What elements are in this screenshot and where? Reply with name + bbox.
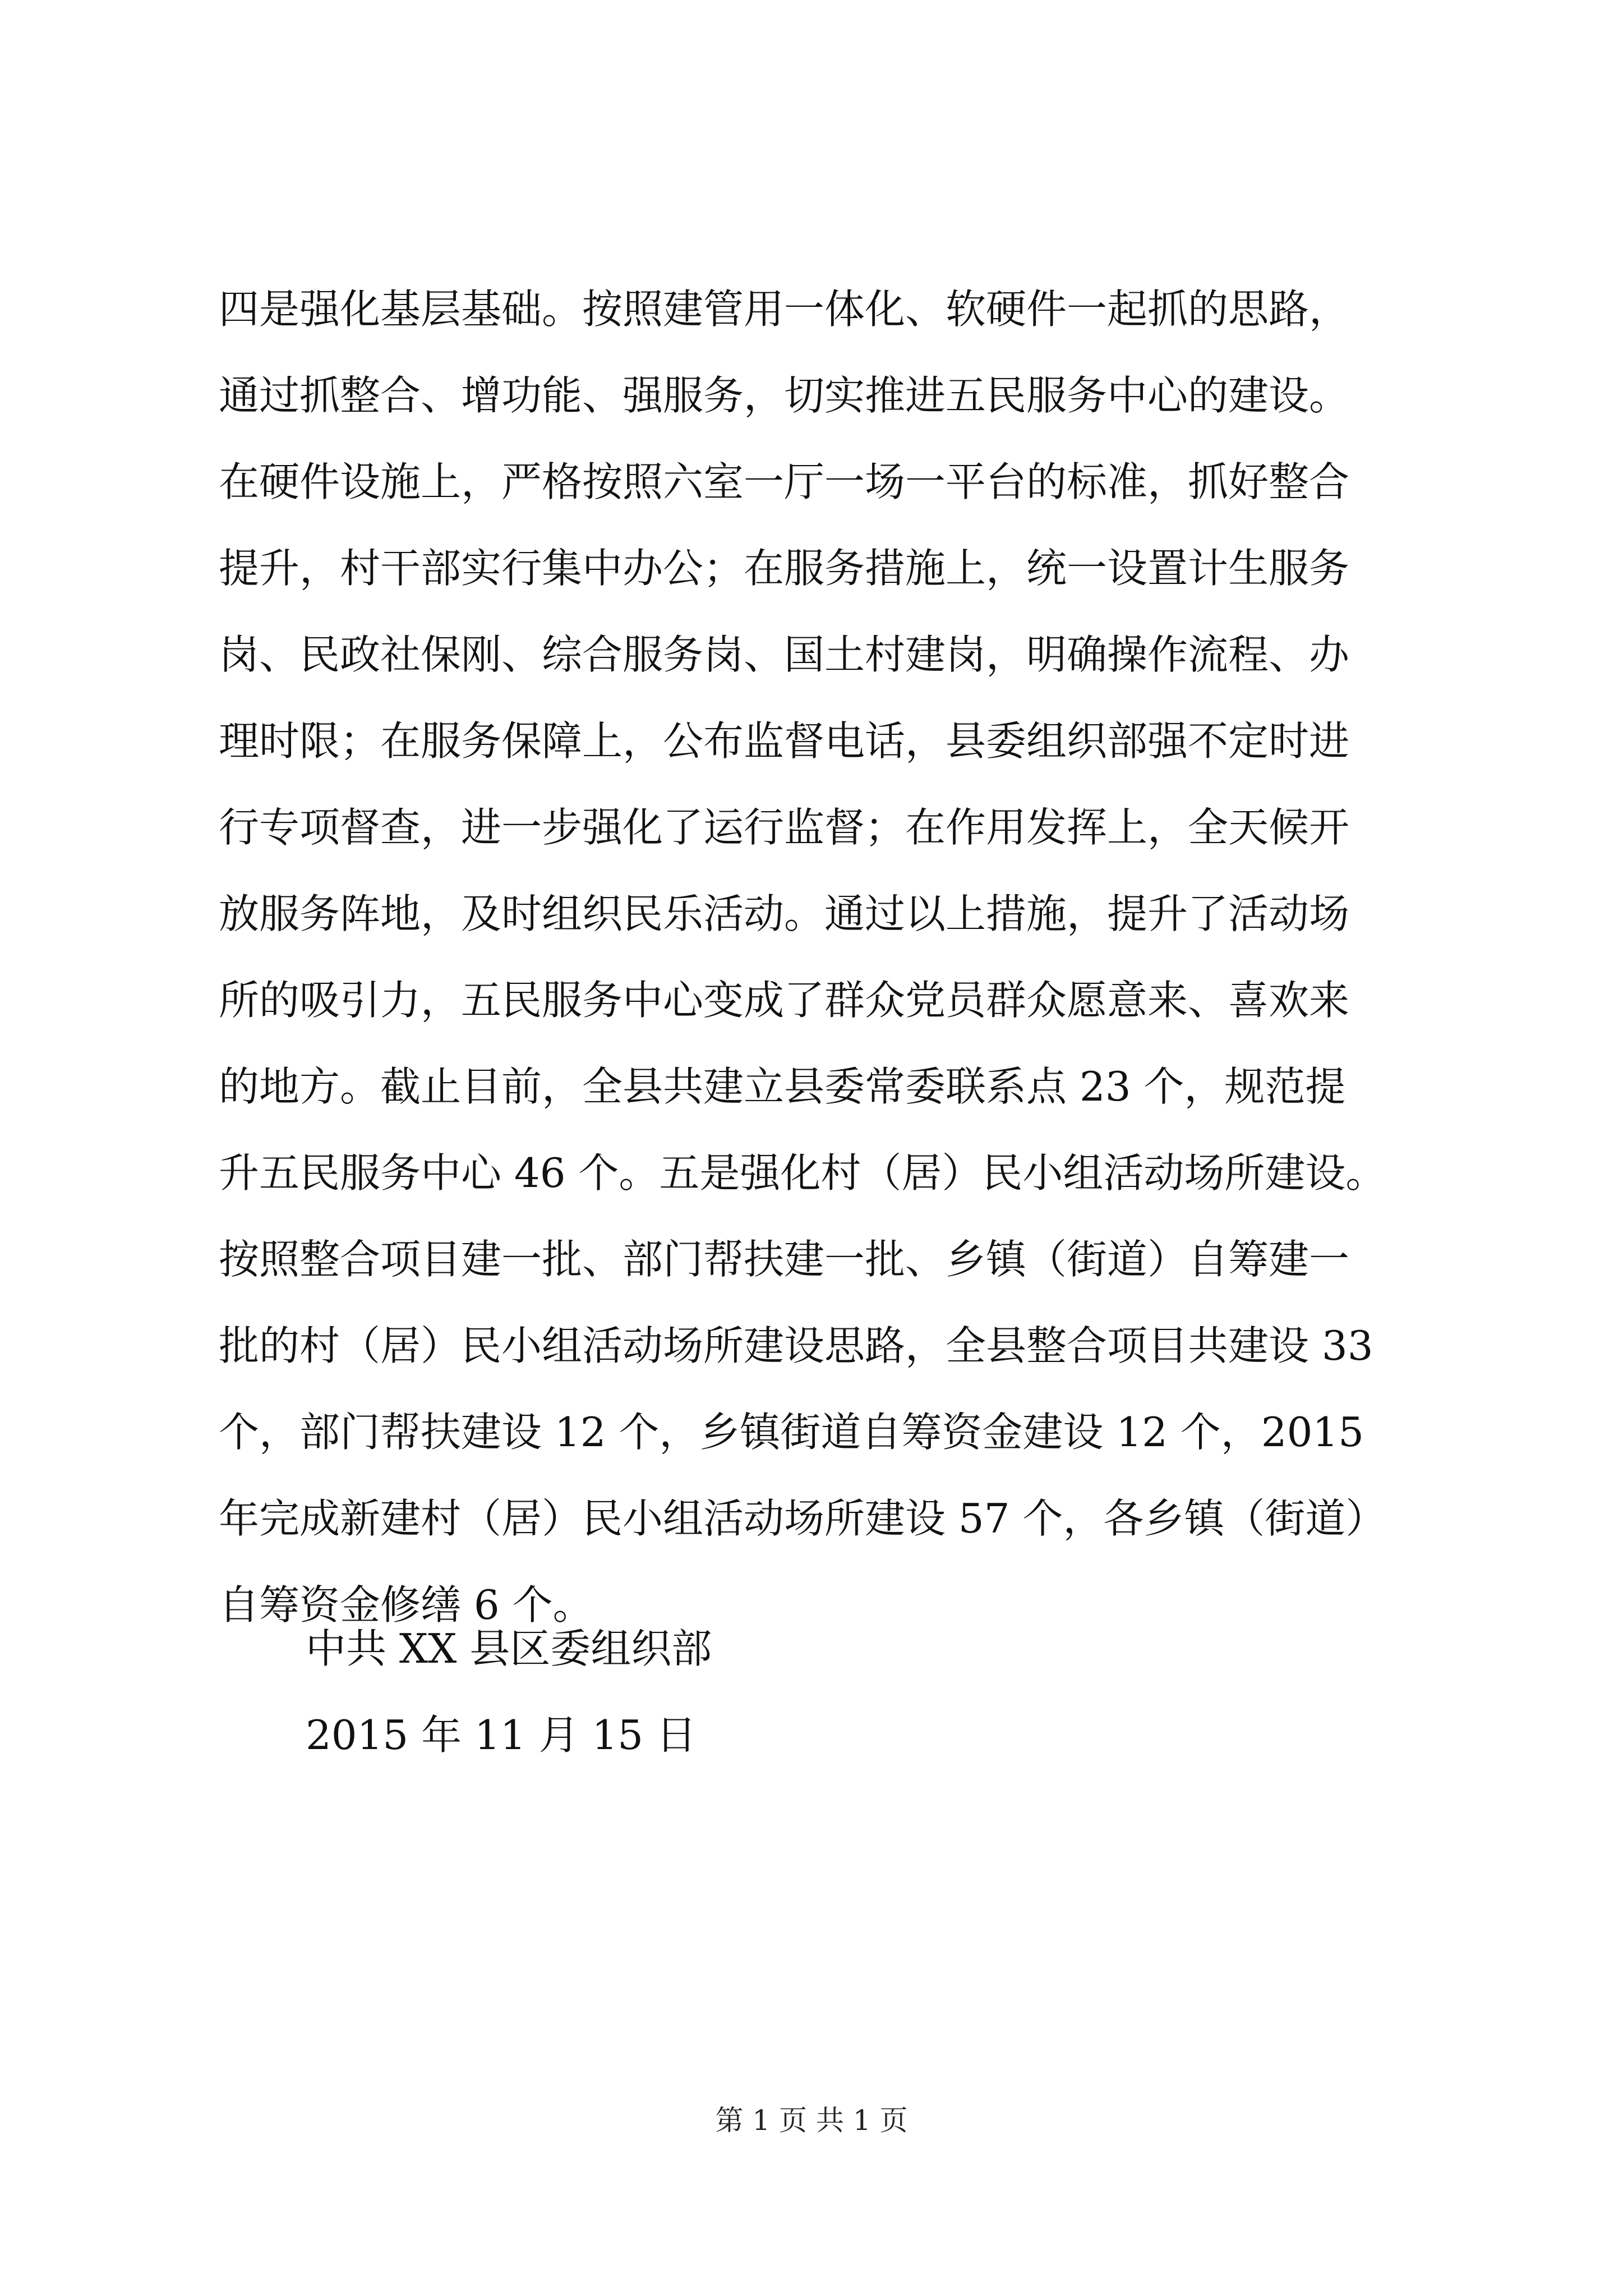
body-line: 放服务阵地，及时组织民乐活动。通过以上措施，提升了活动场 bbox=[219, 890, 1350, 937]
body-line: 批的村（居）民小组活动场所建设思路，全县整合项目共建设 33 bbox=[219, 1322, 1373, 1369]
body-line: 理时限；在服务保障上，公布监督电话，县委组织部强不定时进 bbox=[219, 717, 1350, 765]
signature-organization: 中共 XX 县区委组织部 bbox=[306, 1625, 712, 1672]
body-line: 四是强化基层基础。按照建管用一体化、软硬件一起抓的思路， bbox=[219, 286, 1350, 333]
body-line: 提升，村干部实行集中办公；在服务措施上，统一设置计生服务 bbox=[219, 545, 1350, 592]
body-line: 升五民服务中心 46 个。五是强化村（居）民小组活动场所建设。 bbox=[219, 1149, 1386, 1197]
body-line: 行专项督查，进一步强化了运行监督；在作用发挥上，全天候开 bbox=[219, 804, 1350, 851]
body-paragraph bbox=[219, 266, 1386, 1648]
signature-date: 2015 年 11 月 15 日 bbox=[306, 1711, 697, 1759]
page-footer bbox=[0, 2098, 1623, 2138]
body-line: 通过抓整合、增功能、强服务，切实推进五民服务中心的建设。 bbox=[219, 372, 1350, 419]
body-line: 年完成新建村（居）民小组活动场所建设 57 个，各乡镇（街道） bbox=[219, 1495, 1386, 1542]
signature-block bbox=[306, 1605, 712, 1778]
body-line: 按照整合项目建一批、部门帮扶建一批、乡镇（街道）自筹建一 bbox=[219, 1236, 1350, 1283]
body-line: 在硬件设施上，严格按照六室一厅一场一平台的标准，抓好整合 bbox=[219, 458, 1350, 505]
body-line: 自筹资金修缮 6 个。 bbox=[219, 1581, 593, 1628]
body-line: 个，部门帮扶建设 12 个，乡镇街道自筹资金建设 12 个，2015 bbox=[219, 1409, 1364, 1456]
page-number-label: 第 1 页 共 1 页 bbox=[715, 2104, 908, 2137]
body-line: 的地方。截止目前，全县共建立县委常委联系点 23 个，规范提 bbox=[219, 1063, 1346, 1110]
body-line: 所的吸引力，五民服务中心变成了群众党员群众愿意来、喜欢来 bbox=[219, 977, 1350, 1024]
body-line: 岗、民政社保刚、综合服务岗、国土村建岗，明确操作流程、办 bbox=[219, 631, 1350, 678]
